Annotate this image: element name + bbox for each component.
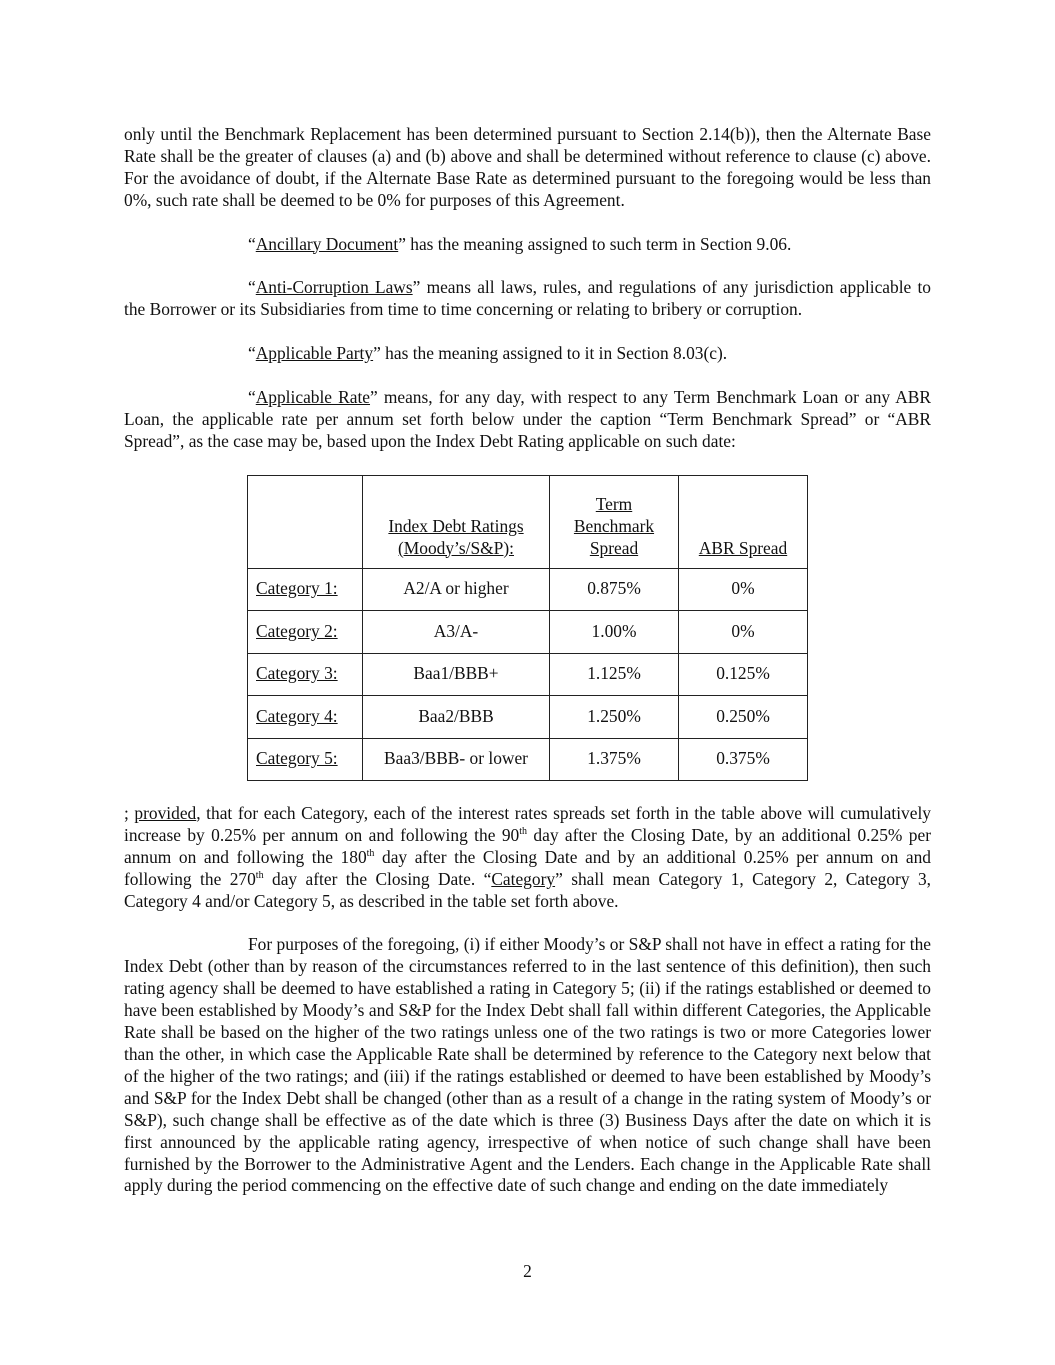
text-run: , that for each Category, each of the interest rates spreads set forth in the table above will cumulatively increase by 0.25% per annum on and following the 90 [124,803,932,845]
text-run: day after the Closing Date. “ [263,868,492,889]
table-row [248,696,808,739]
definition-text: ” means all laws, rules, and regulations of any jurisdiction applicable to the Borrower or its Subsidiaries from time to time concerning or relating to bribery or corruption. [124,277,931,320]
page-number: 2 [523,1261,532,1281]
category-label: Category 4: [256,705,338,726]
category-cell [248,611,363,654]
text-run: day after the Closing Date, by an additional 0.25% per annum on and following the 180 [124,824,932,867]
ordinal-superscript: th [255,869,264,881]
table-row [248,738,808,781]
category-label: Category 3: [256,663,338,684]
defined-term-category: Category [491,868,556,889]
term-spread-cell: 1.375% [550,738,679,781]
applicable-rate-table [247,475,808,782]
category-cell [248,568,363,611]
paragraph-alternate-base-rate: only until the Benchmark Replacement has been determined pursuant to Section 2.14(b)), then the Alternate Base Rate shall be the greater of clauses (a) and (b) above and shall be determined without reference to clause (c) above. For the avoidance of doubt, if the Alternate Base Rate as determined pursuant to the foregoing would be less than 0%, such rate shall be deemed to be 0% for purposes of this Agreement. [124,124,931,210]
rating-cell: Baa1/BBB+ [363,653,550,696]
text-run: ” shall mean Category 1, Category 2, Category 3, Category 4 and/or Category 5, as described in the table set forth above. [124,868,931,911]
definition-text: ” has the meaning assigned to such term in Section 9.06. [398,233,792,254]
category-label: Category 1: [256,578,338,599]
definition-text: ” has the meaning assigned to it in Section 8.03(c). [373,343,728,364]
rating-cell: A2/A or higher [363,568,550,611]
term-spread-cell: 1.00% [550,611,679,654]
term-spread-cell: 0.875% [550,568,679,611]
paragraph-provided [124,803,931,913]
category-label: Category 2: [256,620,338,641]
abr-spread-cell: 0.250% [679,696,808,739]
rating-cell: Baa2/BBB [363,696,550,739]
header-term-benchmark-spread [550,475,679,568]
definition-anti-corruption-laws: “Anti-Corruption Laws” means all laws, rules, and regulations of any jurisdiction applicable to the Borrower or its Subsidiaries from time to time concerning or relating to bribery or corruption. [124,277,931,320]
paragraph-for-purposes: For purposes of the foregoing, (i) if either Moody’s or S&P shall not have in effect a rating for the Index Debt (other than by reason of the circumstances referred to in the last sentence of this definition), then such rating agency shall be deemed to have established a rating in Category 5; (ii) if the ratings established or deemed to have been established by Moody’s and S&P for the Index Debt shall fall within different Categories, the Applicable Rate shall be based on the higher of the two ratings unless one of the two ratings is two or more Categories lower than the other, in which case the Applicable Rate shall be determined by reference to the Category next below that of the higher of the two ratings; and (iii) if the ratings established or deemed to have been established by Moody’s and S&P for the Index Debt shall be changed (other than as a result of a change in the rating system of Moody’s or S&P), such change shall be effective as of the date which is three (3) Business Days after the date on which it is first announced by the applicable rating agency, irrespective of when notice of such change shall have been furnished by the Borrower to the Administrative Agent and the Lenders. Each change in the Applicable Rate shall apply during the period commencing on the effective date of such change and ending on the date immediately [124,934,931,1196]
ordinal-superscript: th [366,848,375,860]
definition-ancillary-document: “Ancillary Document” has the meaning assigned to such term in Section 9.06. [248,233,792,254]
term-spread-cell: 1.250% [550,696,679,739]
rating-cell: A3/A- [363,611,550,654]
header-index-debt-ratings [363,475,550,568]
abr-spread-cell: 0% [679,568,808,611]
table-row [248,568,808,611]
definition-applicable-party: “Applicable Party” has the meaning assigned to it in Section 8.03(c). [248,343,728,364]
term-spread-cell: 1.125% [550,653,679,696]
category-cell [248,653,363,696]
defined-term-applicable-party: Applicable Party [255,343,374,364]
rating-cell: Baa3/BBB- or lower [363,738,550,781]
text-run: ; [124,803,135,824]
ordinal-superscript: th [519,826,527,838]
definition-applicable-rate: “Applicable Rate” means, for any day, with respect to any Term Benchmark Loan or any ABR Loan, the applicable rate per annum set forth below under the caption “Term Benchmark Spread” or “ABR Spread”, as the case may be, based upon the Index Debt Rating applicable on such date: [124,386,931,451]
abr-spread-cell: 0.125% [679,653,808,696]
header-abr-spread [679,475,808,568]
header-line: Benchmark [573,515,655,536]
defined-term-ancillary-document: Ancillary Document [255,233,399,254]
header-line: Spread [589,537,639,558]
document-page [124,124,931,1197]
defined-term-anti-corruption-laws: Anti-Corruption Laws [255,277,413,298]
defined-term-applicable-rate: Applicable Rate [255,386,371,407]
header-line: Term [595,493,633,514]
table-row [248,653,808,696]
provided-term: provided [134,803,197,824]
header-line: ABR Spread [698,537,788,558]
category-cell [248,696,363,739]
category-cell [248,738,363,781]
category-label: Category 5: [256,748,338,769]
abr-spread-cell: 0% [679,611,808,654]
text-run: day after the Closing Date and by an additional 0.25% per annum on and following the 270 [124,846,932,889]
header-line: Index Debt Ratings [388,515,524,536]
header-line: (Moody’s/S&P): [398,537,514,558]
definition-text: ” means, for any day, with respect to any Term Benchmark Loan or any ABR Loan, the applicable rate per annum set forth below under the caption “Term Benchmark Spread” or “ABR Spread”, as the case may be, based upon the Index Debt Rating applicable on such date: [124,386,931,451]
table-row [248,611,808,654]
header-category [248,475,363,568]
table-header-row [248,475,808,568]
abr-spread-cell: 0.375% [679,738,808,781]
